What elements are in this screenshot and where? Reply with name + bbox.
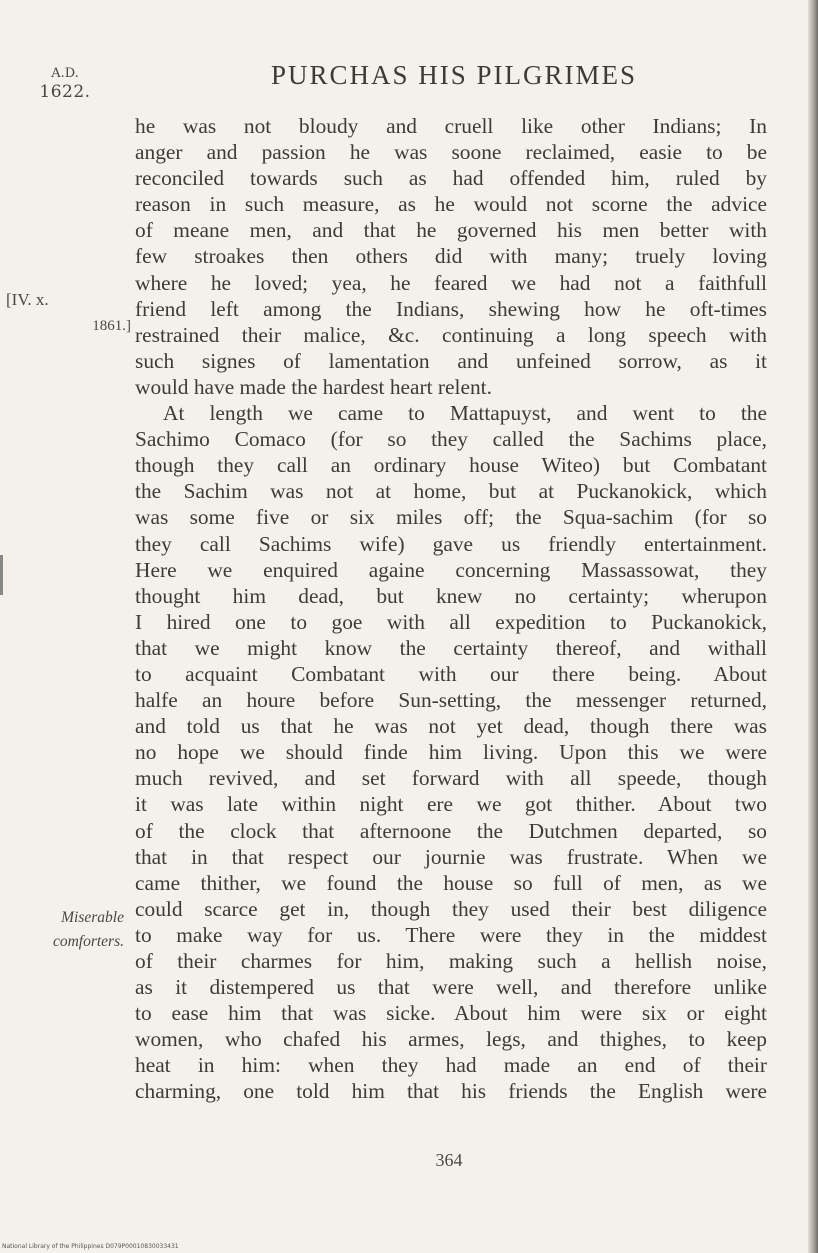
text-line: where he loved; yea, he feared we had not a faithfull <box>135 270 767 295</box>
text-line: such signes of lamentation and unfeined sorrow, as it <box>135 348 767 373</box>
text-line: he was not bloudy and cruell like other Indians; In <box>135 114 767 138</box>
text-line: that we might know the certainty thereof, and withall <box>135 635 767 660</box>
text-line: reconciled towards such as had offended him, ruled by <box>135 166 767 191</box>
binding-mark <box>0 555 3 595</box>
text-line: I hired one to goe with all expedition to Puckanokick, <box>135 609 767 634</box>
text-line: was some five or six miles off; the Squa-sachim (for so <box>135 505 767 530</box>
text-line: as it distempered us that were well, and therefore unlike <box>135 975 767 1000</box>
text-line: heat in him: when they had made an end of their <box>135 1053 767 1078</box>
text-line: to make way for us. There were they in the middest <box>135 922 767 947</box>
text-line: few stroakes then others did with many; truely loving <box>135 244 767 269</box>
header-ad: A.D. <box>51 66 79 81</box>
text-line: could scarce get in, though they used their best diligence <box>135 896 767 921</box>
page-number: 364 <box>435 1150 463 1170</box>
text-line: of the clock that afternoone the Dutchmen departed, so <box>135 818 767 843</box>
text-line: Here we enquired againe concerning Massassowat, they <box>135 557 767 582</box>
text-line: it was late within night ere we got thither. About two <box>135 792 767 817</box>
text-line: halfe an houre before Sun-setting, the messenger returned, <box>135 688 767 713</box>
text-line: they call Sachims wife) gave us friendly entertainment. <box>135 531 767 556</box>
text-line: and told us that he was not yet dead, though there was <box>135 714 767 739</box>
running-title: PURCHAS HIS PILGRIMES <box>270 60 638 90</box>
text-line: of meane men, and that he governed his men better with <box>135 218 767 243</box>
text-line: no hope we should finde him living. Upon this we were <box>135 740 767 765</box>
text-line: restrained their malice, &c. continuing a long speech with <box>135 322 767 347</box>
text-line: that in that respect our journie was frustrate. When we <box>135 844 767 869</box>
text-line: much revived, and set forward with all speede, though <box>135 766 767 791</box>
margin-note-line2: comforters. <box>52 933 124 950</box>
text-line: to ease him that was sicke. About him were six or eight <box>135 1001 767 1026</box>
body-text <box>135 113 767 1105</box>
text-line: came thither, we found the house so full of men, as we <box>135 870 767 895</box>
text-line: women, who chafed his armes, legs, and thighes, to keep <box>135 1027 767 1052</box>
margin-note-line1: Miserable <box>61 909 124 926</box>
margin-reference <box>6 287 131 339</box>
text-line: Sachimo Comaco (for so they called the Sachims place, <box>135 427 767 452</box>
footer-credit: National Library of the Philippines D079P00010830033431 <box>2 1243 179 1250</box>
margin-note <box>4 906 124 954</box>
text-line: would have made the hardest heart relent. <box>135 374 492 399</box>
text-line: the Sachim was not at home, but at Puckanokick, which <box>135 479 767 504</box>
text-line: anger and passion he was soone reclaimed, easie to be <box>135 140 767 165</box>
text-line: to acquaint Combatant with our there being. About <box>135 661 767 686</box>
header-year-value: 1622. <box>39 82 91 102</box>
text-line: reason in such measure, as he would not scorne the advice <box>135 192 767 217</box>
page-edge <box>808 0 818 1253</box>
text-line: though they call an ordinary house Witeo) but Combatant <box>135 453 767 478</box>
margin-reference-line2: 1861.] <box>92 318 131 334</box>
text-line: At length we came to Mattapuyst, and went to the <box>163 401 767 426</box>
margin-reference-line1: [IV. x. <box>6 290 49 309</box>
text-line: thought him dead, but knew no certainty; wherupon <box>135 583 767 608</box>
text-line: charming, one told him that his friends the English were <box>135 1079 767 1104</box>
text-line: friend left among the Indians, shewing how he oft-times <box>135 296 767 321</box>
text-line: of their charmes for him, making such a hellish noise, <box>135 949 767 973</box>
